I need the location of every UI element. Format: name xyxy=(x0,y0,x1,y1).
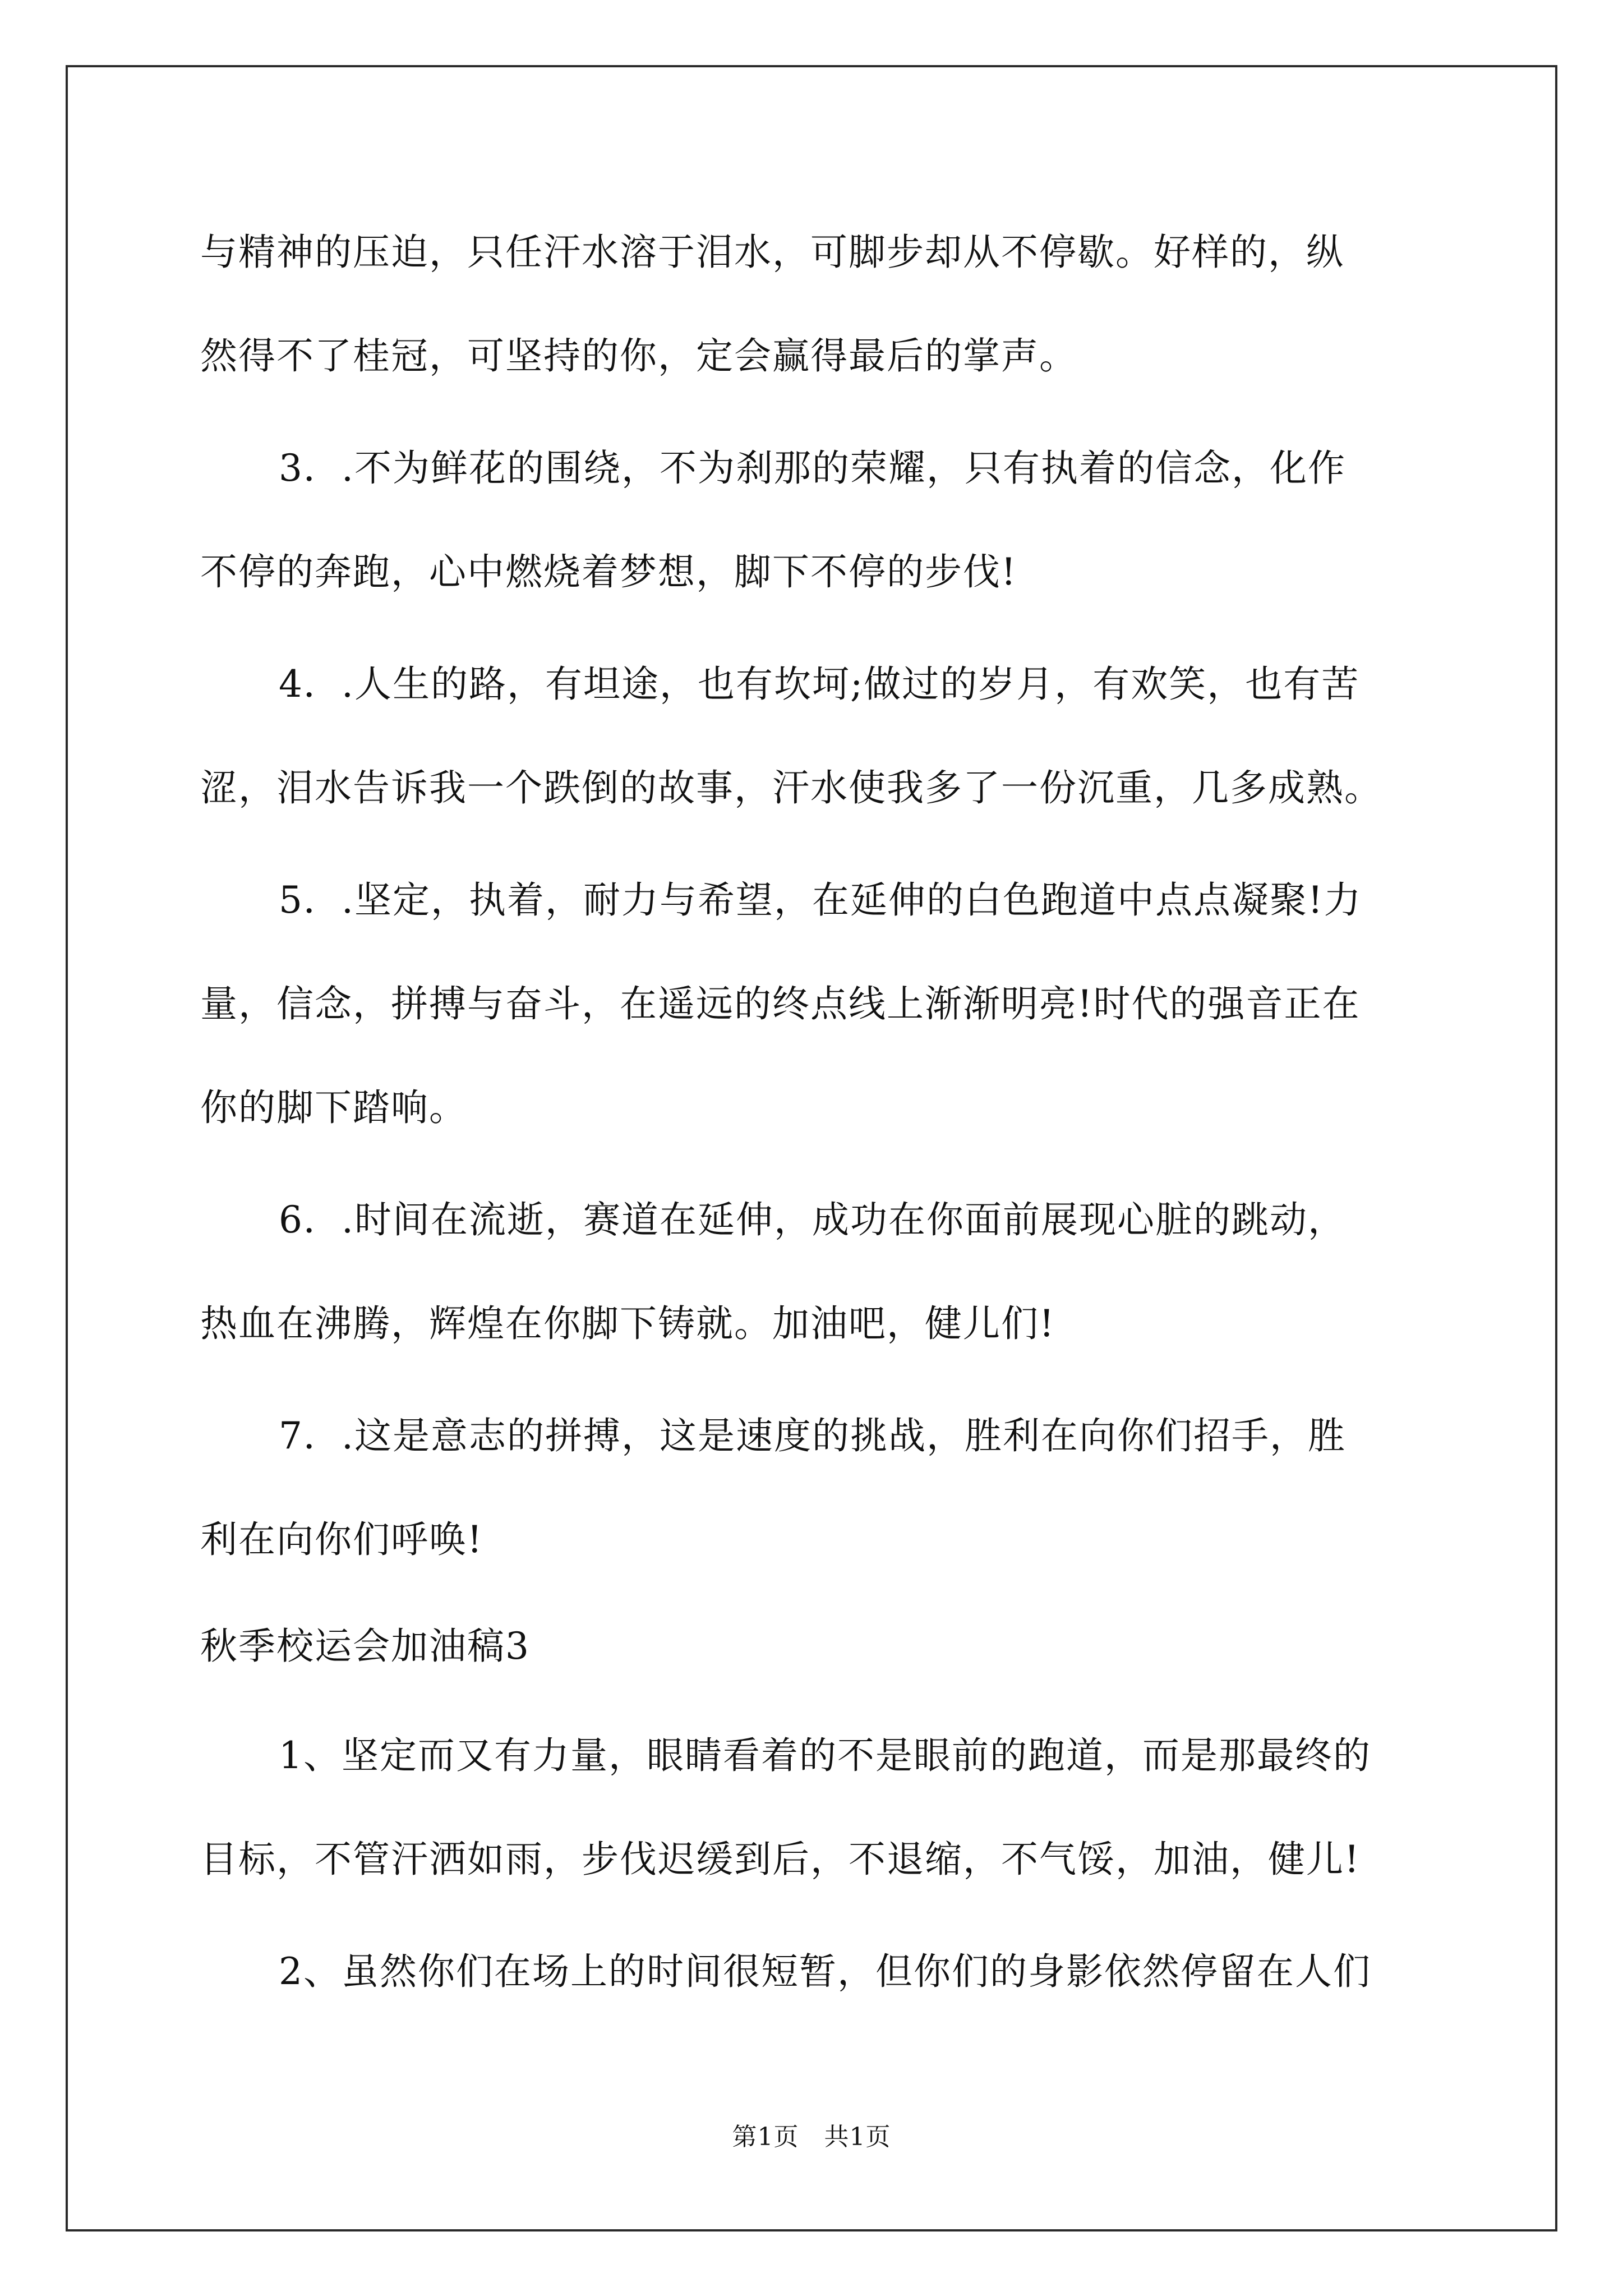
text-line: 1、坚定而又有力量，眼睛看着的不是眼前的跑道，而是那最终的 xyxy=(279,1734,1371,1777)
text-line: 5．.坚定，执着，耐力与希望，在延伸的白色跑道中点点凝聚!力 xyxy=(279,878,1362,922)
text-line: 热血在沸腾，辉煌在你脚下铸就。加油吧，健儿们! xyxy=(200,1302,1055,1345)
text-line: 3．.不为鲜花的围绕，不为刹那的荣耀，只有执着的信念，化作 xyxy=(279,447,1346,490)
text-line: 2、虽然你们在场上的时间很短暂，但你们的身影依然停留在人们 xyxy=(279,1950,1371,1993)
text-line: 4．.人生的路，有坦途，也有坎坷;做过的岁月，有欢笑，也有苦 xyxy=(279,662,1360,706)
text-line: 利在向你们呼唤! xyxy=(200,1518,483,1561)
text-line: 7．.这是意志的拼搏，这是速度的挑战，胜利在向你们招手，胜 xyxy=(279,1414,1346,1457)
text-line: 与精神的压迫，只任汗水溶于泪水，可脚步却从不停歇。好样的，纵 xyxy=(200,231,1344,274)
text-line: 你的脚下踏响。 xyxy=(200,1086,467,1129)
text-line: 涩，泪水告诉我一个跌倒的故事，汗水使我多了一份沉重，几多成熟。 xyxy=(200,766,1382,809)
text-line: 6．.时间在流逝，赛道在延伸，成功在你面前展现心脏的跳动， xyxy=(279,1198,1346,1241)
text-line: 不停的奔跑，心中燃烧着梦想，脚下不停的步伐! xyxy=(200,550,1017,593)
page-border xyxy=(66,65,1557,2231)
text-line: 目标，不管汗洒如雨，步伐迟缓到后，不退缩，不气馁，加油，健儿! xyxy=(200,1838,1361,1881)
text-line: 然得不了桂冠，可坚持的你，定会赢得最后的掌声。 xyxy=(200,334,1077,378)
page-number-footer: 第1页 共1页 xyxy=(732,2123,891,2151)
section-heading: 秋季校运会加油稿3 xyxy=(200,1625,530,1668)
text-line: 量，信念，拼搏与奋斗，在遥远的终点线上渐渐明亮!时代的强音正在 xyxy=(200,982,1361,1025)
